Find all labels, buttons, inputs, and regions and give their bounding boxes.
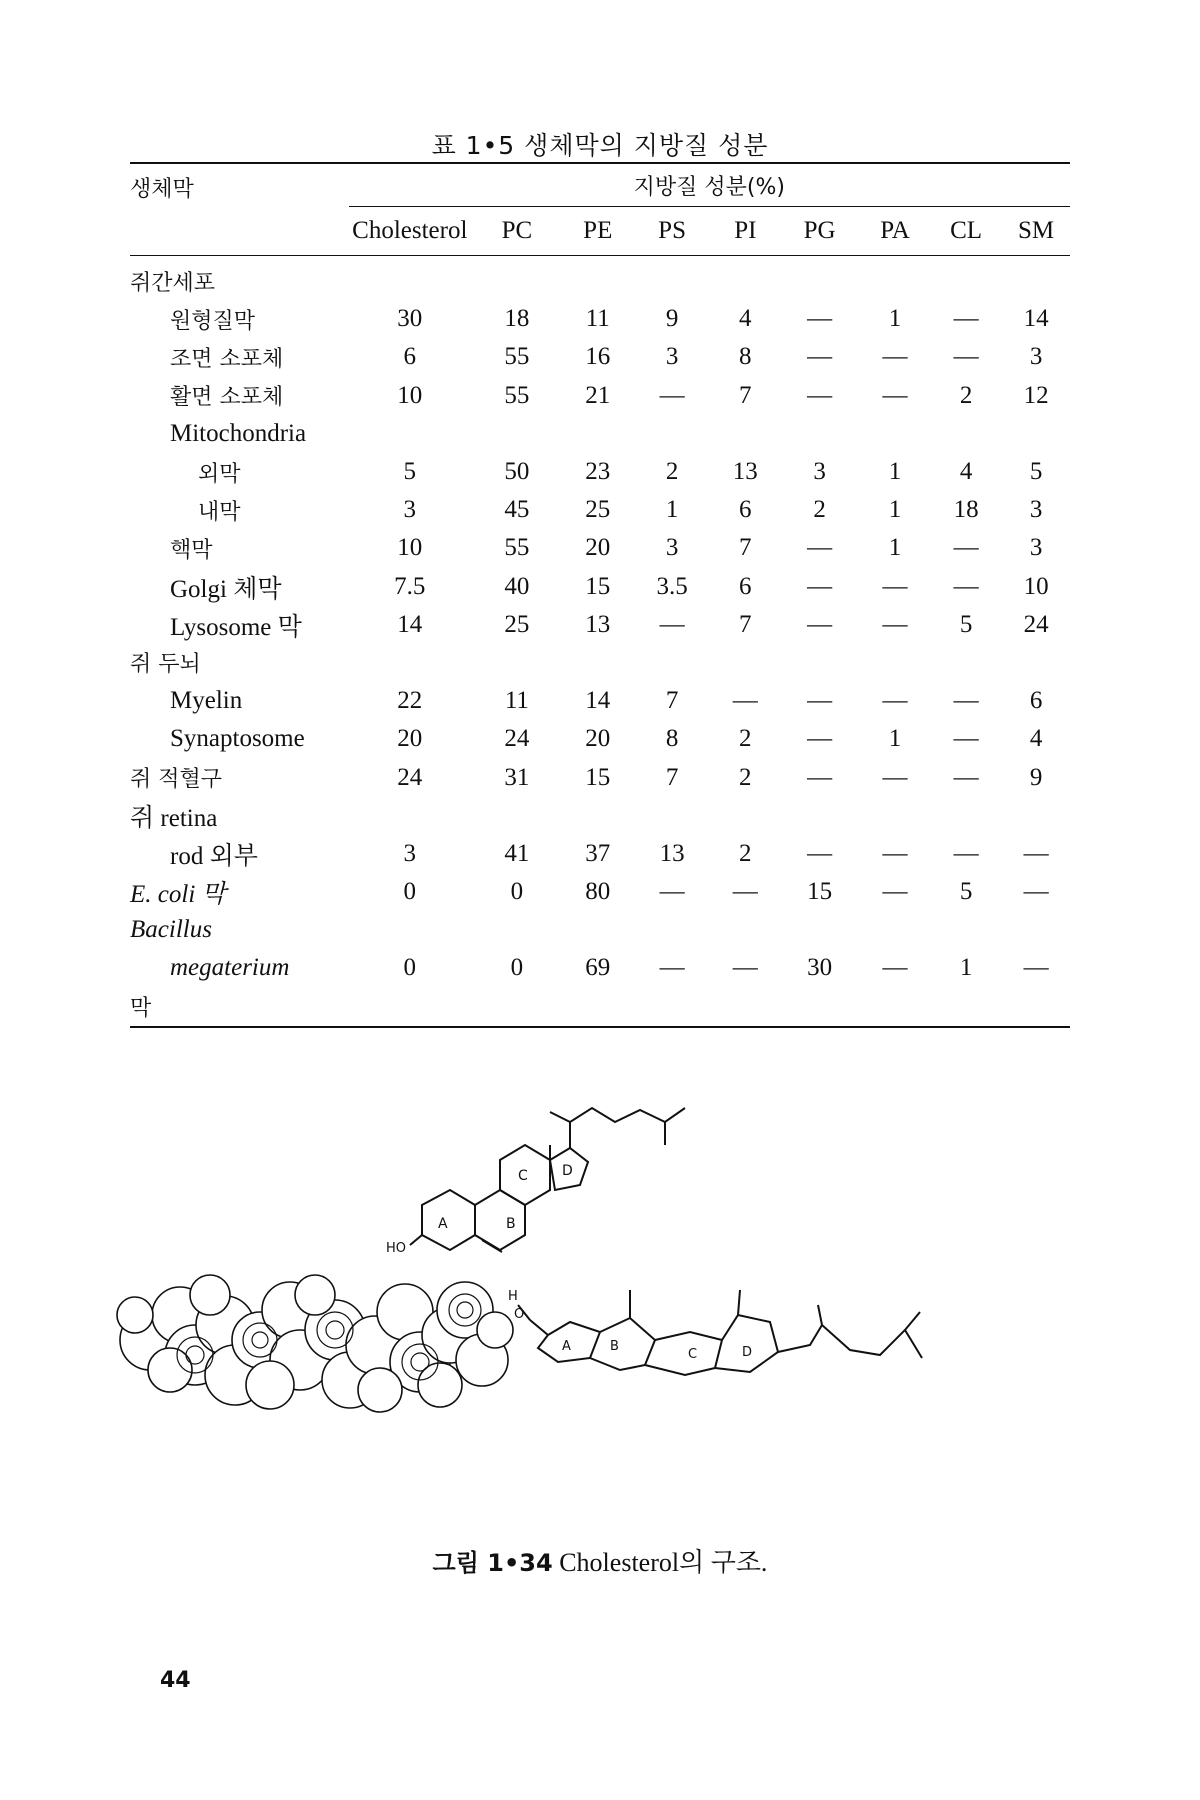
table-cell: 15: [585, 763, 611, 791]
table-cell: [563, 415, 633, 453]
table-cell: —: [807, 610, 833, 638]
table-cell: [349, 415, 471, 453]
table-cell: —: [807, 305, 833, 333]
table-cell: 3: [403, 839, 417, 867]
table-cell: 5: [1029, 458, 1043, 486]
table-cell: [1002, 911, 1070, 949]
table-cell: 25: [585, 496, 611, 524]
table-cell: —: [953, 725, 979, 753]
table-cell: [633, 797, 712, 835]
table-cell: 4: [739, 305, 752, 333]
table-cell: 14: [585, 687, 611, 715]
table-cell: 25: [504, 610, 530, 638]
table-cell: [930, 256, 1002, 301]
table-cell: [711, 256, 779, 301]
table-section-row: [130, 644, 1070, 682]
hydroxyl-label: HO: [386, 1241, 407, 1256]
table-cell: 0: [510, 954, 524, 982]
table-cell: [711, 797, 779, 835]
table-cell: 30: [807, 954, 833, 982]
table-cell: 14: [1023, 305, 1049, 333]
table-cell: 1: [888, 725, 902, 753]
row-label: rod 외부: [170, 842, 258, 870]
table-cell: [349, 256, 471, 301]
table-cell: 1: [665, 496, 679, 524]
table-cell: —: [1023, 839, 1049, 867]
table-cell: 55: [504, 343, 530, 371]
table-cell: [563, 988, 633, 1027]
table-cell: 55: [504, 381, 530, 409]
table-cell: —: [953, 839, 979, 867]
table-cell: [930, 644, 1002, 682]
row-label: Synaptosome: [170, 725, 305, 753]
table-row: [130, 758, 1070, 796]
table-cell: [349, 911, 471, 949]
table-cell: 6: [739, 572, 752, 600]
table-cell: 14: [397, 610, 423, 638]
table-cell: [1002, 256, 1070, 301]
row-label: Golgi 체막: [170, 575, 282, 603]
table-cell: —: [732, 878, 758, 906]
table-cell: [633, 988, 712, 1027]
table-cell: —: [882, 878, 908, 906]
table-cell: —: [659, 954, 685, 982]
table-cell: 23: [585, 458, 611, 486]
table-cell: [930, 797, 1002, 835]
table-cell: [471, 911, 563, 949]
page-number: 44: [160, 1668, 191, 1693]
table-cell: 5: [959, 878, 973, 906]
table-cell: 8: [665, 725, 679, 753]
table-cell: 4: [1029, 725, 1043, 753]
row-label: 원형질막: [170, 308, 256, 334]
table-row: [130, 873, 1070, 911]
table-cell: 7.5: [394, 572, 426, 600]
table-cell: —: [807, 343, 833, 371]
table-cell: 7: [665, 763, 679, 791]
table-cell: [349, 644, 471, 682]
table-cell: 37: [585, 839, 611, 867]
table-cell: 30: [397, 305, 423, 333]
table-cell: [930, 911, 1002, 949]
table-cell: [563, 256, 633, 301]
table-cell: [471, 415, 563, 453]
group-header: 지방질 성분(%): [349, 163, 1070, 207]
table-cell: 1: [888, 534, 902, 562]
table-cell: 3.5: [656, 572, 688, 600]
table-cell: 7: [739, 381, 752, 409]
table-cell: 18: [953, 496, 979, 524]
table-cell: 15: [807, 878, 833, 906]
table-cell: 0: [403, 954, 417, 982]
table-cell: 0: [510, 878, 524, 906]
table-cell: 20: [397, 725, 423, 753]
lipid-composition-table: [130, 162, 1070, 1028]
table-cell: [930, 415, 1002, 453]
table-cell: 11: [504, 687, 529, 715]
table-cell: —: [882, 610, 908, 638]
table-cell: —: [1023, 954, 1049, 982]
table-cell: —: [807, 839, 833, 867]
table-cell: [711, 911, 779, 949]
table-cell: —: [659, 878, 685, 906]
table-cell: 9: [1029, 763, 1043, 791]
table-cell: —: [882, 572, 908, 600]
table-cell: 4: [959, 458, 973, 486]
table-cell: 11: [585, 305, 610, 333]
table-cell: —: [807, 381, 833, 409]
table-cell: —: [953, 687, 979, 715]
table-caption: 표 1•5 생체막의 지방질 성분: [431, 131, 769, 160]
table-cell: [860, 644, 930, 682]
table-cell: 3: [1029, 496, 1043, 524]
chair-ring-c-label: C: [688, 1347, 698, 1362]
table-section-row: [130, 415, 1070, 453]
table-section-row: [130, 797, 1070, 835]
table-row: [130, 453, 1070, 491]
row-label: 쥐 retina: [130, 804, 218, 832]
table-cell: —: [953, 572, 979, 600]
column-header: PA: [860, 207, 930, 256]
skeletal-formula: [410, 1108, 685, 1252]
table-cell: —: [807, 687, 833, 715]
table-cell: [930, 988, 1002, 1027]
table-cell: 55: [504, 534, 530, 562]
table-row: [130, 338, 1070, 376]
row-label: E. coli 막: [130, 881, 226, 909]
column-header: PC: [471, 207, 563, 256]
table-cell: 24: [397, 763, 423, 791]
table-cell: 31: [504, 763, 530, 791]
row-label: 쥐 두뇌: [130, 652, 201, 678]
table-cell: —: [882, 343, 908, 371]
chair-conformation: [518, 1290, 922, 1375]
row-label: 내막: [198, 499, 241, 525]
chair-ring-b-label: B: [610, 1339, 619, 1354]
space-filling-model: [117, 1275, 513, 1412]
row-label: megaterium: [170, 954, 290, 982]
table-cell: [779, 415, 860, 453]
table-cell: 7: [739, 534, 752, 562]
column-header: PG: [779, 207, 860, 256]
table-cell: 50: [504, 458, 530, 486]
table-cell: [860, 256, 930, 301]
table-section-row: [130, 911, 1070, 949]
column-header: SM: [1002, 207, 1070, 256]
ring-b-label: B: [506, 1216, 516, 1232]
column-header: CL: [930, 207, 1002, 256]
table-cell: [860, 797, 930, 835]
table-cell: 40: [504, 572, 530, 600]
chair-ring-d-label: D: [742, 1345, 753, 1360]
table-cell: 3: [813, 458, 826, 486]
table-cell: 7: [739, 610, 752, 638]
table-cell: [633, 911, 712, 949]
figure-caption-text: Cholesterol의 구조.: [559, 1548, 768, 1577]
chair-ring-a-label: A: [562, 1339, 571, 1354]
row-label: Lysosome 막: [170, 613, 302, 641]
table-cell: —: [659, 610, 685, 638]
table-cell: 18: [504, 305, 530, 333]
row-header: 생체막: [130, 163, 349, 256]
table-cell: —: [882, 954, 908, 982]
table-cell: [779, 797, 860, 835]
table-cell: [563, 644, 633, 682]
table-cell: 2: [813, 496, 826, 524]
table-row: [130, 529, 1070, 567]
table-cell: [860, 988, 930, 1027]
table-cell: —: [882, 381, 908, 409]
row-label: 막: [130, 988, 349, 1027]
table-cell: 1: [888, 305, 902, 333]
table-body: [130, 256, 1070, 1027]
table-cell: [860, 911, 930, 949]
row-label: 조면 소포체: [170, 346, 284, 372]
table-cell: [1002, 644, 1070, 682]
row-label: Bacillus: [130, 916, 212, 944]
row-label: 활면 소포체: [170, 385, 284, 411]
table-cell: 24: [1023, 610, 1049, 638]
table-cell: 41: [504, 839, 530, 867]
table-cell: —: [807, 725, 833, 753]
table-cell: 2: [739, 763, 752, 791]
table-cell: —: [807, 572, 833, 600]
table-cell: 9: [665, 305, 679, 333]
table-cell: [471, 644, 563, 682]
table-row: [130, 682, 1070, 720]
table-cell: [471, 256, 563, 301]
table-cell: [779, 256, 860, 301]
table-cell: 15: [585, 572, 611, 600]
table-cell: —: [1023, 878, 1049, 906]
table-cell: [563, 797, 633, 835]
column-header: Cholesterol: [349, 207, 471, 256]
table-cell: 2: [739, 839, 752, 867]
table-cell: —: [732, 687, 758, 715]
table-cell: [349, 988, 471, 1027]
ring-a-label: A: [438, 1216, 448, 1232]
table-cell: [633, 644, 712, 682]
row-label: Myelin: [170, 687, 243, 715]
table-cell: [633, 256, 712, 301]
row-label: 쥐 적혈구: [130, 767, 223, 793]
table-cell: [633, 415, 712, 453]
table-cell: 2: [665, 458, 679, 486]
table-cell: 21: [585, 381, 611, 409]
row-label: Mitochondria: [170, 419, 307, 447]
table-cell: 13: [732, 458, 758, 486]
ring-d-label: D: [562, 1163, 573, 1179]
table-cell: 10: [397, 534, 423, 562]
table-row: [130, 377, 1070, 415]
table-cell: 1: [959, 954, 973, 982]
table-cell: 24: [504, 725, 530, 753]
table-row: [130, 835, 1070, 873]
table-cell: 69: [585, 954, 611, 982]
row-label: 외막: [198, 461, 241, 487]
table-cell: —: [953, 763, 979, 791]
cholesterol-figure: [110, 1100, 1090, 1520]
table-cell: [349, 797, 471, 835]
table-cell: [471, 797, 563, 835]
table-cell: 20: [585, 725, 611, 753]
table-cell: 2: [739, 725, 752, 753]
table-cell: —: [732, 954, 758, 982]
table-cell: 3: [1029, 534, 1043, 562]
table-cell: 12: [1023, 381, 1049, 409]
table-row: [130, 300, 1070, 338]
table-cell: —: [659, 381, 685, 409]
table-cell: 8: [739, 343, 752, 371]
figure-caption-label: 그림 1•34: [432, 1549, 553, 1577]
row-label: 핵막: [170, 537, 213, 563]
table-cell: 6: [739, 496, 752, 524]
table-row: [130, 720, 1070, 758]
table-cell: 3: [665, 343, 679, 371]
table-cell: 80: [585, 878, 611, 906]
table-cell: 5: [959, 610, 973, 638]
table-cell: [779, 644, 860, 682]
table-cell: [471, 988, 563, 1027]
table-cell: 3: [665, 534, 679, 562]
table-cell: 7: [665, 687, 679, 715]
table-row: [130, 568, 1070, 606]
table-cell: [779, 911, 860, 949]
table-cell: —: [882, 763, 908, 791]
row-label: 쥐간세포: [130, 270, 216, 296]
table-cell: —: [953, 534, 979, 562]
table-section-row: [130, 256, 1070, 301]
figure-caption: [0, 1542, 1200, 1579]
table-cell: —: [953, 343, 979, 371]
table-cell: 0: [403, 878, 417, 906]
table-cell: 10: [397, 381, 423, 409]
table-row: [130, 491, 1070, 529]
cholesterol-structure-drawings: [110, 1100, 1090, 1520]
table-cell: [711, 988, 779, 1027]
table-cell: [1002, 415, 1070, 453]
table-cell: 45: [504, 496, 530, 524]
table-cell: —: [882, 839, 908, 867]
table-cell: [711, 644, 779, 682]
table-cell: 6: [403, 343, 417, 371]
table-cell: 13: [585, 610, 611, 638]
table-cell: 10: [1023, 572, 1049, 600]
table-cell: 3: [403, 496, 417, 524]
table-row: [130, 949, 1070, 987]
table-cell: 20: [585, 534, 611, 562]
table-cell: [711, 415, 779, 453]
column-header: PE: [563, 207, 633, 256]
h-label: H: [508, 1289, 518, 1304]
table-cell: 2: [959, 381, 973, 409]
table-cell: [860, 415, 930, 453]
column-header: PI: [711, 207, 779, 256]
table-cell: —: [882, 687, 908, 715]
table-section-row: [130, 988, 1070, 1027]
table-cell: 16: [585, 343, 611, 371]
table-cell: —: [807, 763, 833, 791]
table-cell: —: [807, 534, 833, 562]
table-cell: 1: [888, 458, 902, 486]
table-cell: 3: [1029, 343, 1043, 371]
table-cell: —: [953, 305, 979, 333]
column-header: PS: [633, 207, 712, 256]
table-row: [130, 606, 1070, 644]
table-cell: [563, 911, 633, 949]
o-label: O: [514, 1307, 525, 1322]
table-cell: 13: [659, 839, 685, 867]
table-cell: [779, 988, 860, 1027]
ring-c-label: C: [518, 1168, 528, 1184]
table-cell: [1002, 797, 1070, 835]
table-cell: [1002, 988, 1070, 1027]
table-cell: 22: [397, 687, 423, 715]
table-cell: 1: [888, 496, 902, 524]
table-cell: 5: [403, 458, 417, 486]
table-cell: 6: [1029, 687, 1043, 715]
